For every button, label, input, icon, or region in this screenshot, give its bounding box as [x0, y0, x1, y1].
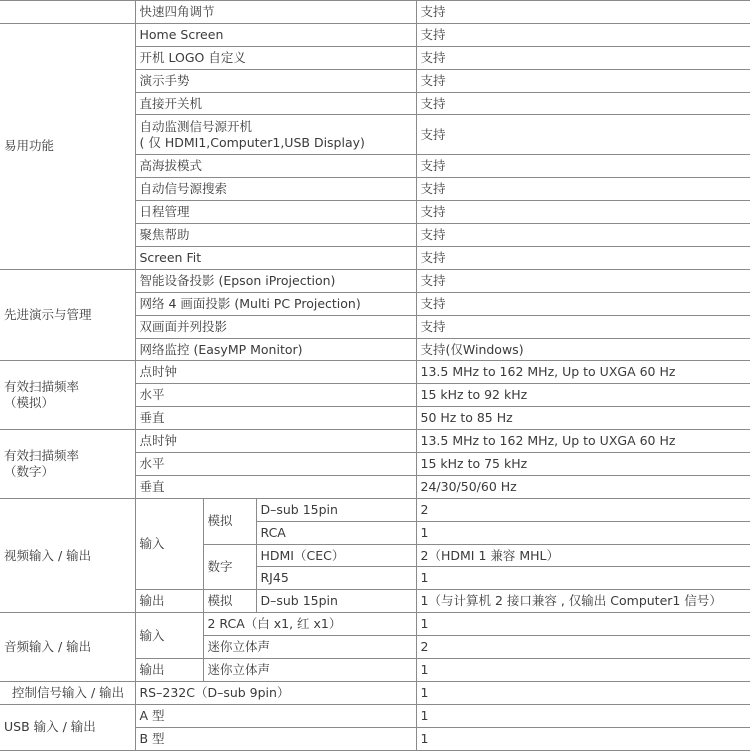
value-cell: 2 — [416, 636, 750, 659]
category-cell: 先进演示与管理 — [0, 269, 135, 361]
value-cell: 支持 — [416, 269, 750, 292]
category-cell — [0, 361, 135, 430]
category-cell: 易用功能 — [0, 23, 135, 269]
value-cell: 13.5 MHz to 162 MHz, Up to UXGA 60 Hz — [416, 430, 750, 453]
table-row — [0, 1, 750, 24]
value-cell: 1 — [416, 727, 750, 750]
table-row — [0, 23, 750, 46]
feature-cell: 聚焦帮助 — [135, 224, 416, 247]
value-cell: 1 — [416, 521, 750, 544]
feature-cell: 智能设备投影 (Epson iProjection) — [135, 269, 416, 292]
feature-cell: B 型 — [135, 727, 416, 750]
feature-cell: Screen Fit — [135, 247, 416, 270]
value-cell: 支持 — [416, 92, 750, 115]
port-cell: 2 RCA（白 x1, 红 x1） — [203, 613, 416, 636]
table-row — [0, 704, 750, 727]
category-cell: 控制信号输入 / 输出 — [0, 681, 135, 704]
table-row — [0, 269, 750, 292]
value-cell: 1 — [416, 613, 750, 636]
feature-cell — [135, 115, 416, 155]
category-line: 有效扫描频率 — [4, 379, 80, 395]
value-cell: 支持 — [416, 23, 750, 46]
feature-cell: 水平 — [135, 384, 416, 407]
value-cell: 1 — [416, 659, 750, 682]
value-cell: 24/30/50/60 Hz — [416, 475, 750, 498]
category-line: （数字） — [4, 463, 55, 479]
category-cell: 音频输入 / 输出 — [0, 613, 135, 682]
value-cell: 2（HDMI 1 兼容 MHL） — [416, 544, 750, 567]
category-line: （模拟） — [4, 395, 55, 411]
subcategory-cell: 输入 — [135, 613, 203, 659]
category-cell: 视频输入 / 输出 — [0, 498, 135, 612]
value-cell: 支持 — [416, 69, 750, 92]
feature-line: ( 仅 HDMI1,Computer1,USB Display) — [139, 134, 365, 150]
table-row — [0, 613, 750, 636]
value-cell: 支持 — [416, 178, 750, 201]
subcategory-cell: 输出 — [135, 590, 203, 613]
feature-cell: 点时钟 — [135, 361, 416, 384]
feature-cell: 网络 4 画面投影 (Multi PC Projection) — [135, 292, 416, 315]
feature-line: 自动监测信号源开机 — [139, 118, 253, 134]
value-cell: 支持 — [416, 46, 750, 69]
value-cell: 支持(仅Windows) — [416, 338, 750, 361]
value-cell: 支持 — [416, 201, 750, 224]
feature-cell: 日程管理 — [135, 201, 416, 224]
table-row — [0, 361, 750, 384]
value-cell: 15 kHz to 92 kHz — [416, 384, 750, 407]
value-cell: 支持 — [416, 315, 750, 338]
value-cell: 支持 — [416, 115, 750, 155]
value-cell: 支持 — [416, 247, 750, 270]
feature-cell: Home Screen — [135, 23, 416, 46]
table-row — [0, 498, 750, 521]
port-cell: D–sub 15pin — [256, 590, 416, 613]
feature-cell: 演示手势 — [135, 69, 416, 92]
feature-cell: 自动信号源搜索 — [135, 178, 416, 201]
type-cell: 模拟 — [203, 590, 256, 613]
port-cell: RJ45 — [256, 567, 416, 590]
feature-cell: 开机 LOGO 自定义 — [135, 46, 416, 69]
type-cell: 数字 — [203, 544, 256, 590]
value-cell: 2 — [416, 498, 750, 521]
port-cell: HDMI（CEC） — [256, 544, 416, 567]
value-cell: 支持 — [416, 292, 750, 315]
value-cell: 支持 — [416, 155, 750, 178]
feature-cell: 直接开关机 — [135, 92, 416, 115]
feature-cell: A 型 — [135, 704, 416, 727]
port-cell: D–sub 15pin — [256, 498, 416, 521]
value-cell: 1 — [416, 567, 750, 590]
table-row — [0, 430, 750, 453]
table-row — [0, 681, 750, 704]
value-cell: 1 — [416, 681, 750, 704]
subcategory-cell: 输入 — [135, 498, 203, 590]
port-cell: 迷你立体声 — [203, 636, 416, 659]
feature-cell: 垂直 — [135, 475, 416, 498]
value-cell: 1 — [416, 704, 750, 727]
category-cell: USB 输入 / 输出 — [0, 704, 135, 750]
category-line: 有效扫描频率 — [4, 447, 80, 463]
value-cell: 1（与计算机 2 接口兼容 , 仅输出 Computer1 信号） — [416, 590, 750, 613]
feature-cell: RS–232C（D–sub 9pin） — [135, 681, 416, 704]
port-cell: 迷你立体声 — [203, 659, 416, 682]
value-cell: 支持 — [416, 1, 750, 24]
feature-cell: 快速四角调节 — [135, 1, 416, 24]
feature-cell: 网络监控 (EasyMP Monitor) — [135, 338, 416, 361]
category-cell — [0, 430, 135, 499]
feature-cell: 双画面并列投影 — [135, 315, 416, 338]
port-cell: RCA — [256, 521, 416, 544]
value-cell: 50 Hz to 85 Hz — [416, 407, 750, 430]
subcategory-cell: 输出 — [135, 659, 203, 682]
value-cell: 13.5 MHz to 162 MHz, Up to UXGA 60 Hz — [416, 361, 750, 384]
feature-cell: 垂直 — [135, 407, 416, 430]
feature-cell: 点时钟 — [135, 430, 416, 453]
category-cell-empty — [0, 1, 135, 24]
feature-cell: 高海拔模式 — [135, 155, 416, 178]
value-cell: 15 kHz to 75 kHz — [416, 453, 750, 476]
value-cell: 支持 — [416, 224, 750, 247]
feature-cell: 水平 — [135, 453, 416, 476]
type-cell: 模拟 — [203, 498, 256, 544]
